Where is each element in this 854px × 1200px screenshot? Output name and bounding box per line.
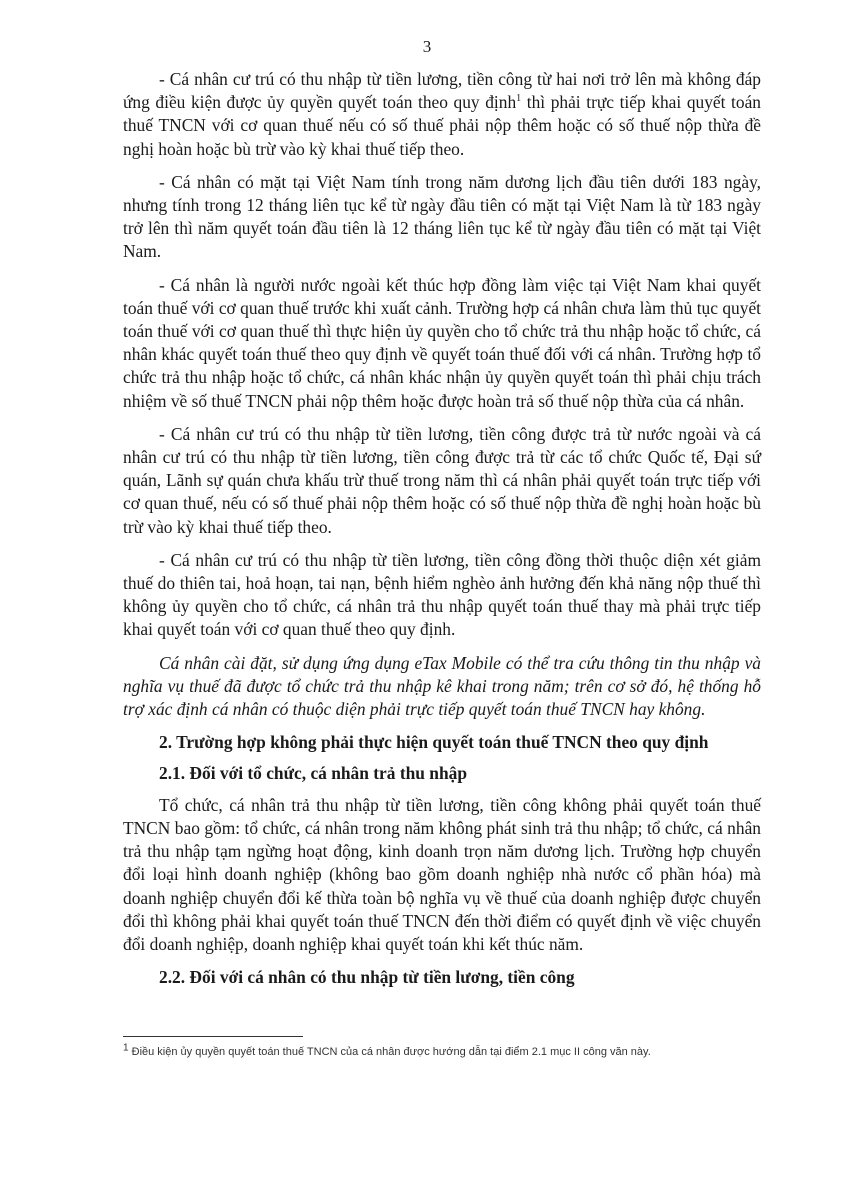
document-body (123, 68, 761, 997)
paragraph-two-workplaces (123, 68, 761, 161)
footnote-divider (123, 1036, 303, 1037)
paragraph-text-continued: thì phải trực tiếp khai quyết toán thuế TNCN với cơ quan thuế nếu có số thuế phải nộp thêm hoặc có số thuế nộp thừa đề nghị hoàn hoặc bù trừ vào kỳ khai thuế tiếp theo. (123, 92, 761, 159)
footnote-reference[interactable]: 1 (516, 93, 522, 105)
footnote-text: Điều kiện ủy quyền quyết toán thuế TNCN của cá nhân được hướng dẫn tại điểm 2.1 mục II công văn này. (128, 1046, 651, 1058)
paragraph-foreigner-exit: - Cá nhân là người nước ngoài kết thúc hợp đồng làm việc tại Việt Nam khai quyết toán thuế với cơ quan thuế trước khi xuất cảnh. Trường hợp cá nhân chưa làm thủ tục quyết toán thuế với cơ quan thuế thì thực hiện ủy quyền cho tổ chức trả thu nhập hoặc tổ chức, cá nhân khác quyết toán thuế theo quy định về quyết toán thuế đối với cá nhân. Trường hợp tổ chức trả thu nhập hoặc tổ chức, cá nhân khác nhận ủy quyền quyết toán thì phải chịu trách nhiệm về số thuế TNCN phải nộp thêm hoặc được hoàn trả số thuế nộp thừa của cá nhân. (123, 274, 761, 411)
section-heading-2-1: 2.1. Đối với tổ chức, cá nhân trả thu nhập (159, 763, 468, 784)
paragraph-etax-mobile-note: Cá nhân cài đặt, sử dụng ứng dụng eTax Mobile có thể tra cứu thông tin thu nhập và nghĩa vụ thuế đã được tổ chức trả thu nhập kê khai trong năm; trên cơ sở đó, hệ thống hỗ trợ xác định cá nhân có thuộc diện phải trực tiếp quyết toán thuế TNCN hay không. (123, 652, 761, 720)
paragraph-organizations-exempt: Tổ chức, cá nhân trả thu nhập từ tiền lương, tiền công không phải quyết toán thuế TNCN bao gồm: tổ chức, cá nhân trong năm không phát sinh trả thu nhập; tổ chức, cá nhân trả thu nhập tạm ngừng hoạt động, kinh doanh trọn năm dương lịch. Trường hợp chuyển đổi loại hình doanh nghiệp (không bao gồm doanh nghiệp nhà nước cổ phần hóa) mà doanh nghiệp chuyển đổi kế thừa toàn bộ nghĩa vụ về thuế của doanh nghiệp được chuyển đổi thì không phải khai quyết toán thuế TNCN đến thời điểm có quyết định về việc chuyển đổi doanh nghiệp, doanh nghiệp khai quyết toán khi kết thúc năm. (123, 794, 761, 954)
page-number: 3 (422, 37, 432, 56)
section-heading-2: 2. Trường hợp không phải thực hiện quyết toán thuế TNCN theo quy định (159, 732, 709, 753)
section-heading-2-2: 2.2. Đối với cá nhân có thu nhập từ tiền lương, tiền công (159, 967, 575, 988)
footnote-marker: 1 (123, 1042, 129, 1054)
footnote (123, 1042, 763, 1059)
paragraph-foreign-paid-income: - Cá nhân cư trú có thu nhập từ tiền lương, tiền công được trả từ nước ngoài và cá nhân cư trú có thu nhập từ tiền lương, tiền công được trả từ các tổ chức Quốc tế, Đại sứ quán, Lãnh sự quán chưa khấu trừ thuế trong năm thì cá nhân phải quyết toán trực tiếp với cơ quan thuế, nếu có số thuế phải nộp thêm hoặc có số thuế nộp thừa đề nghị hoàn hoặc bù trừ vào kỳ khai thuế tiếp theo. (123, 423, 761, 537)
paragraph-183-days: - Cá nhân có mặt tại Việt Nam tính trong năm dương lịch đầu tiên dưới 183 ngày, nhưng tính trong 12 tháng liên tục kể từ ngày đầu tiên có mặt tại Việt Nam là từ 183 ngày trở lên thì năm quyết toán đầu tiên là 12 tháng liên tục kể từ ngày đầu tiên có mặt tại Việt Nam. (123, 171, 761, 262)
paragraph-text: - Cá nhân cư trú có thu nhập từ tiền lương, tiền công từ hai nơi trở lên mà không đáp ứng điều kiện được ủy quyền quyết toán theo quy định (123, 69, 761, 113)
paragraph-tax-reduction: - Cá nhân cư trú có thu nhập từ tiền lương, tiền công đồng thời thuộc diện xét giảm thuế do thiên tai, hoả hoạn, tai nạn, bệnh hiểm nghèo ảnh hưởng đến khả năng nộp thuế thì không ủy quyền cho tổ chức, cá nhân trả thu nhập quyết toán thuế thay mà phải trực tiếp khai quyết toán với cơ quan thuế theo quy định. (123, 549, 761, 640)
